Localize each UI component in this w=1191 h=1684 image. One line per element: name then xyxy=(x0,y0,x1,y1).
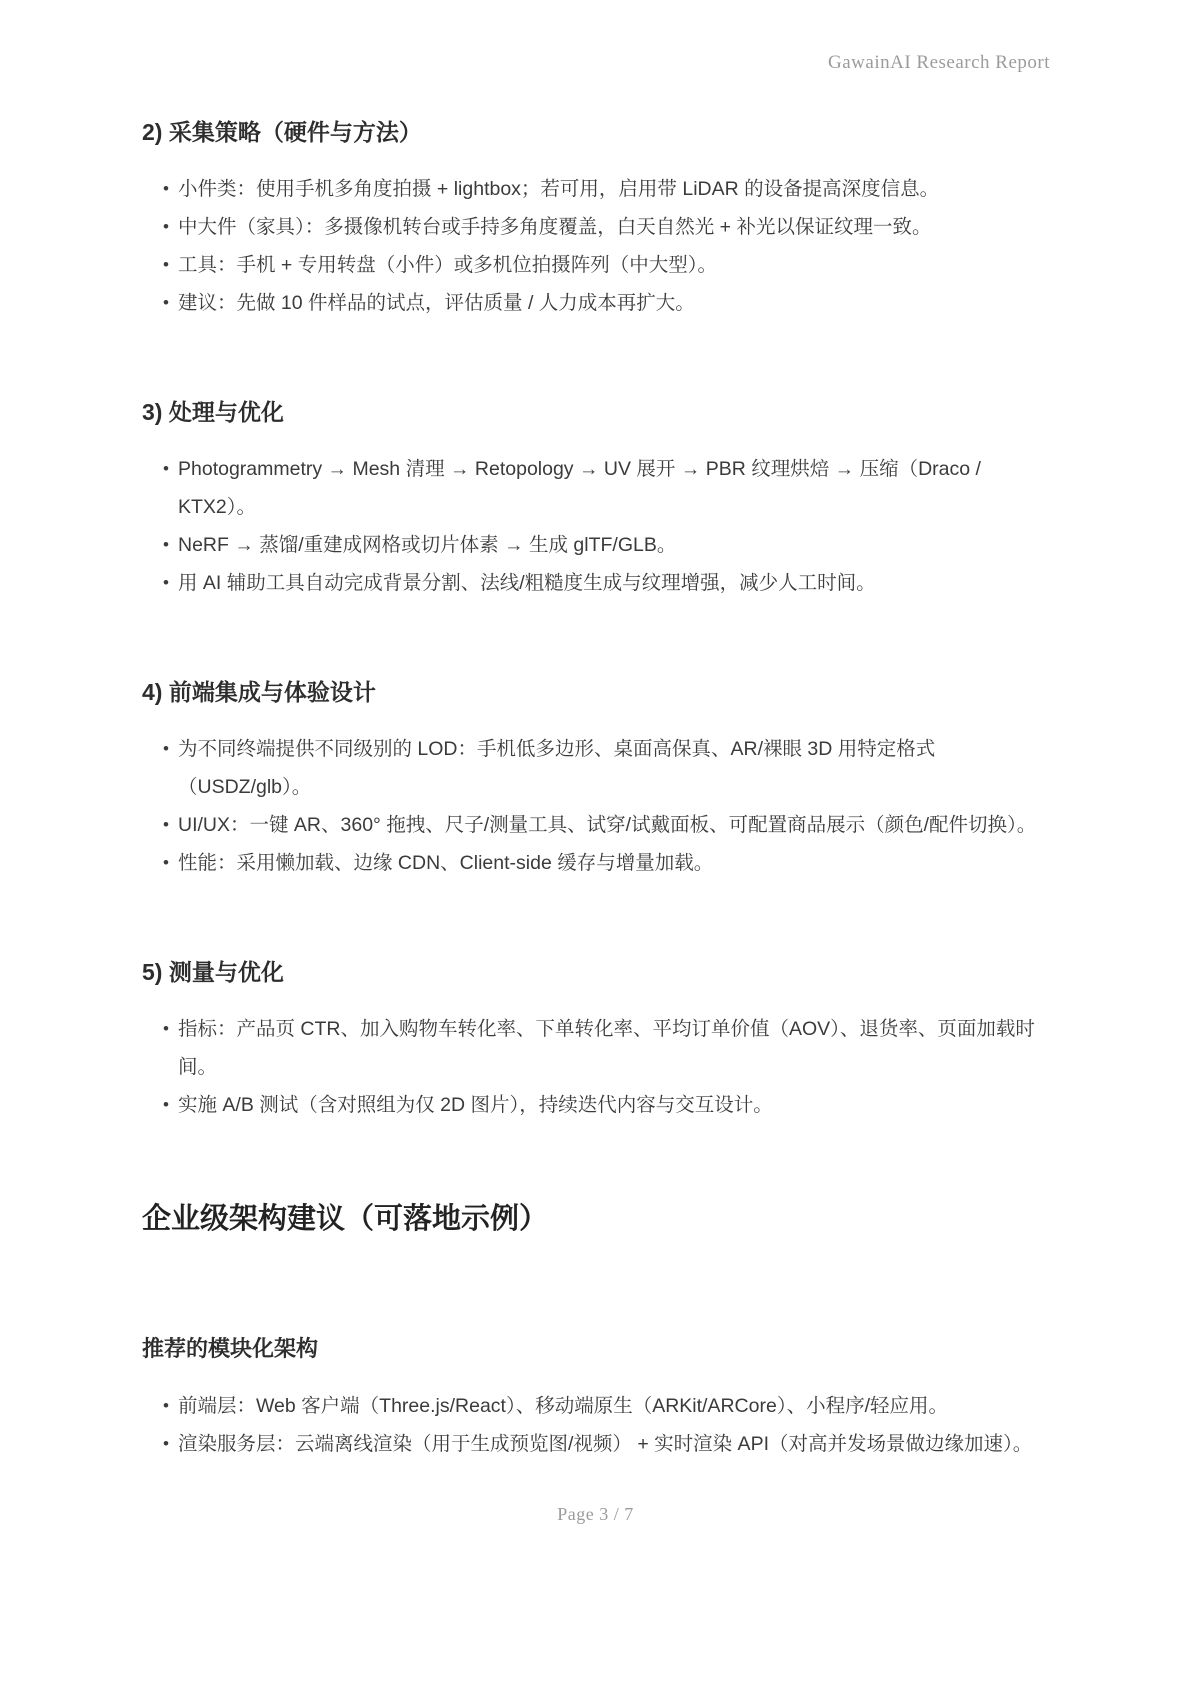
list-item: • 前端层：Web 客户端（Three.js/React）、移动端原生（ARKit/ARCore）、小程序/轻应用。 xyxy=(163,1387,1061,1425)
section-title: 3) 处理与优化 xyxy=(142,398,284,425)
report-header-title: GawainAI Research Report xyxy=(828,52,1050,73)
list-item: • 为不同终端提供不同级别的 LOD：手机低多边形、桌面高保真、AR/裸眼 3D 用特定格式（USDZ/glb）。 xyxy=(163,730,1061,806)
list-item: • Photogrammetry → Mesh 清理 → Retopology → UV 展开 → PBR 纹理烘焙 → 压缩（Draco / KTX2）。 xyxy=(163,450,1061,526)
document-section xyxy=(142,1200,1061,1239)
list-item: • UI/UX：一键 AR、360° 拖拽、尺子/测量工具、试穿/试戴面板、可配置商品展示（颜色/配件切换）。 xyxy=(163,806,1061,844)
list-item: • 实施 A/B 测试（含对照组为仅 2D 图片），持续迭代内容与交互设计。 xyxy=(163,1086,1061,1124)
document-section xyxy=(142,678,1061,882)
list-item: • 中大件（家具）：多摄像机转台或手持多角度覆盖，白天自然光 + 补光以保证纹理一致。 xyxy=(163,208,1061,246)
section-title: 4) 前端集成与体验设计 xyxy=(142,678,376,705)
bullet-list xyxy=(142,170,1061,322)
bullet-list xyxy=(142,1010,1061,1124)
section-title: 推荐的模块化架构 xyxy=(142,1335,319,1361)
list-item: • 指标：产品页 CTR、加入购物车转化率、下单转化率、平均订单价值（AOV）、退货率、页面加载时间。 xyxy=(163,1010,1061,1086)
section-title: 2) 采集策略（硬件与方法） xyxy=(142,119,422,145)
list-item: • 工具：手机 + 专用转盘（小件）或多机位拍摄阵列（中大型）。 xyxy=(163,246,1061,284)
document-section xyxy=(142,118,1061,322)
list-item: • 性能：采用懒加载、边缘 CDN、Client-side 缓存与增量加载。 xyxy=(163,844,1061,882)
document-section xyxy=(142,398,1061,602)
document-section xyxy=(142,958,1061,1124)
list-item: • 用 AI 辅助工具自动完成背景分割、法线/粗糙度生成与纹理增强，减少人工时间。 xyxy=(163,564,1061,602)
report-body xyxy=(142,118,1061,1539)
list-item: • 小件类：使用手机多角度拍摄 + lightbox；若可用，启用带 LiDAR 的设备提高深度信息。 xyxy=(163,170,1061,208)
section-title: 5) 测量与优化 xyxy=(142,958,284,985)
list-item: • 建议：先做 10 件样品的试点，评估质量 / 人力成本再扩大。 xyxy=(163,284,1061,322)
bullet-list xyxy=(142,1387,1061,1463)
list-item: • NeRF → 蒸馏/重建成网格或切片体素 → 生成 glTF/GLB。 xyxy=(163,526,1061,564)
bullet-list xyxy=(142,730,1061,882)
page-number: Page 3 / 7 xyxy=(557,1504,634,1524)
section-title: 企业级架构建议（可落地示例） xyxy=(142,1202,549,1235)
list-item: • 渲染服务层：云端离线渲染（用于生成预览图/视频） + 实时渲染 API（对高并发场景做边缘加速）。 xyxy=(163,1425,1061,1463)
document-section xyxy=(142,1335,1061,1464)
bullet-list xyxy=(142,450,1061,602)
